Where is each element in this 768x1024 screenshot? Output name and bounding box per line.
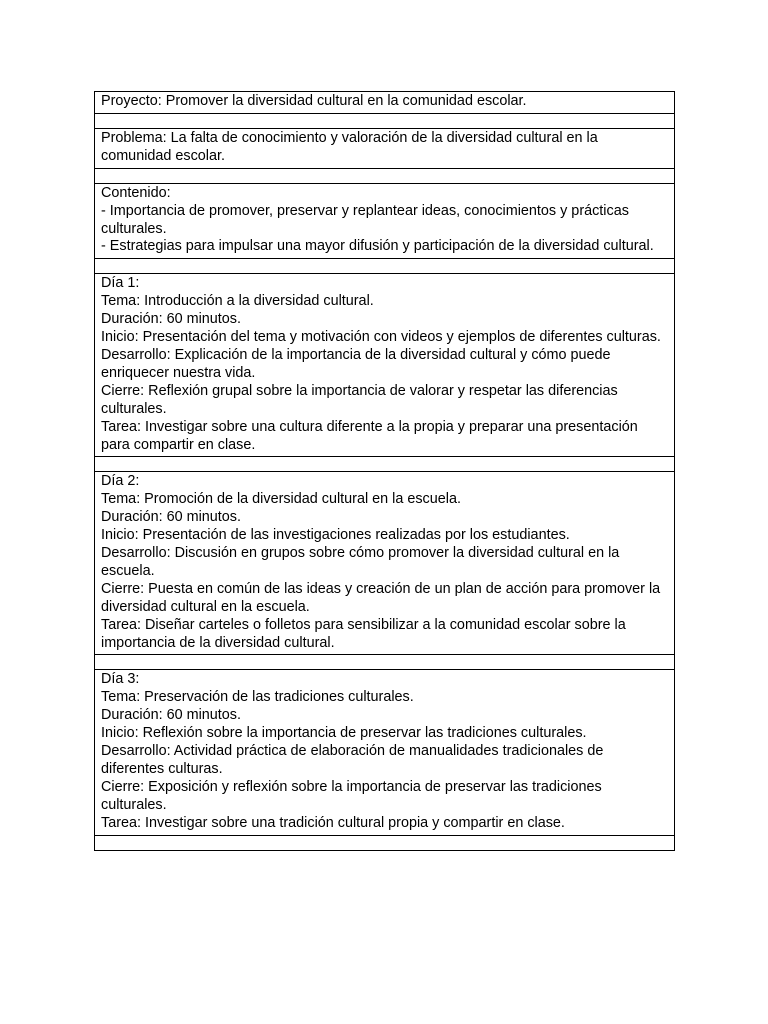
content-item: - Importancia de promover, preservar y replantear ideas, conocimientos y prácticas culturales. — [101, 202, 629, 237]
spacer-row — [95, 168, 675, 183]
empty-cell — [95, 168, 675, 183]
problem-cell — [95, 128, 675, 168]
day-homework: Tarea: Investigar sobre una cultura diferente a la propia y preparar una presentación para compartir en clase. — [101, 418, 638, 453]
table-row — [95, 472, 675, 655]
empty-cell — [95, 457, 675, 472]
empty-cell — [95, 655, 675, 670]
empty-cell — [95, 113, 675, 128]
day-start: Inicio: Presentación de las investigaciones realizadas por los estudiantes. — [101, 527, 570, 544]
day-title: Día 2: — [101, 473, 140, 490]
content-heading: Contenido: — [101, 184, 171, 201]
day-duration: Duración: 60 minutos. — [101, 707, 241, 724]
table-row — [95, 92, 675, 114]
empty-cell — [95, 259, 675, 274]
day-development: Desarrollo: Actividad práctica de elaboración de manualidades tradicionales de diferentes culturas. — [101, 743, 604, 777]
spacer-row — [95, 113, 675, 128]
content-item: - Estrategias para impulsar una mayor difusión y participación de la diversidad cultural. — [101, 238, 654, 255]
problem-text: Problema: La falta de conocimiento y valoración de la diversidad cultural en la comunidad escolar. — [101, 129, 598, 164]
empty-cell — [95, 835, 675, 850]
day-closing: Cierre: Puesta en común de las ideas y creación de un plan de acción para promover la diversidad cultural en la escuela. — [101, 580, 661, 615]
day-2-cell — [95, 472, 675, 655]
lesson-plan-table — [94, 91, 675, 851]
spacer-row — [95, 259, 675, 274]
table-row — [95, 274, 675, 457]
day-closing: Cierre: Reflexión grupal sobre la importancia de valorar y respetar las diferencias culturales. — [101, 382, 618, 417]
day-start: Inicio: Reflexión sobre la importancia de preservar las tradiciones culturales. — [101, 725, 587, 742]
day-3-cell — [95, 670, 675, 835]
spacer-row — [95, 457, 675, 472]
day-duration: Duración: 60 minutos. — [101, 311, 241, 328]
day-topic: Tema: Preservación de las tradiciones culturales. — [101, 689, 414, 706]
day-topic: Tema: Promoción de la diversidad cultural en la escuela. — [101, 491, 461, 508]
day-title: Día 1: — [101, 275, 140, 292]
day-topic: Tema: Introducción a la diversidad cultural. — [101, 293, 374, 310]
day-duration: Duración: 60 minutos. — [101, 509, 241, 526]
spacer-row — [95, 835, 675, 850]
day-homework: Tarea: Diseñar carteles o folletos para sensibilizar a la comunidad escolar sobre la importancia de la diversidad cultural. — [101, 616, 626, 651]
table-row — [95, 128, 675, 168]
table-row — [95, 183, 675, 259]
table-row — [95, 670, 675, 835]
spacer-row — [95, 655, 675, 670]
day-start: Inicio: Presentación del tema y motivación con videos y ejemplos de diferentes culturas. — [101, 329, 661, 346]
project-cell — [95, 92, 675, 114]
day-1-cell — [95, 274, 675, 457]
content-cell — [95, 183, 675, 259]
day-development: Desarrollo: Discusión en grupos sobre cómo promover la diversidad cultural en la escuela. — [101, 545, 620, 579]
project-text: Proyecto: Promover la diversidad cultural en la comunidad escolar. — [101, 93, 527, 109]
day-closing: Cierre: Exposición y reflexión sobre la importancia de preservar las tradiciones culturales. — [101, 778, 602, 813]
day-homework: Tarea: Investigar sobre una tradición cultural propia y compartir en clase. — [101, 814, 565, 831]
day-development: Desarrollo: Explicación de la importancia de la diversidad cultural y cómo puede enriquecer nuestra vida. — [101, 346, 611, 381]
day-title: Día 3: — [101, 671, 140, 688]
